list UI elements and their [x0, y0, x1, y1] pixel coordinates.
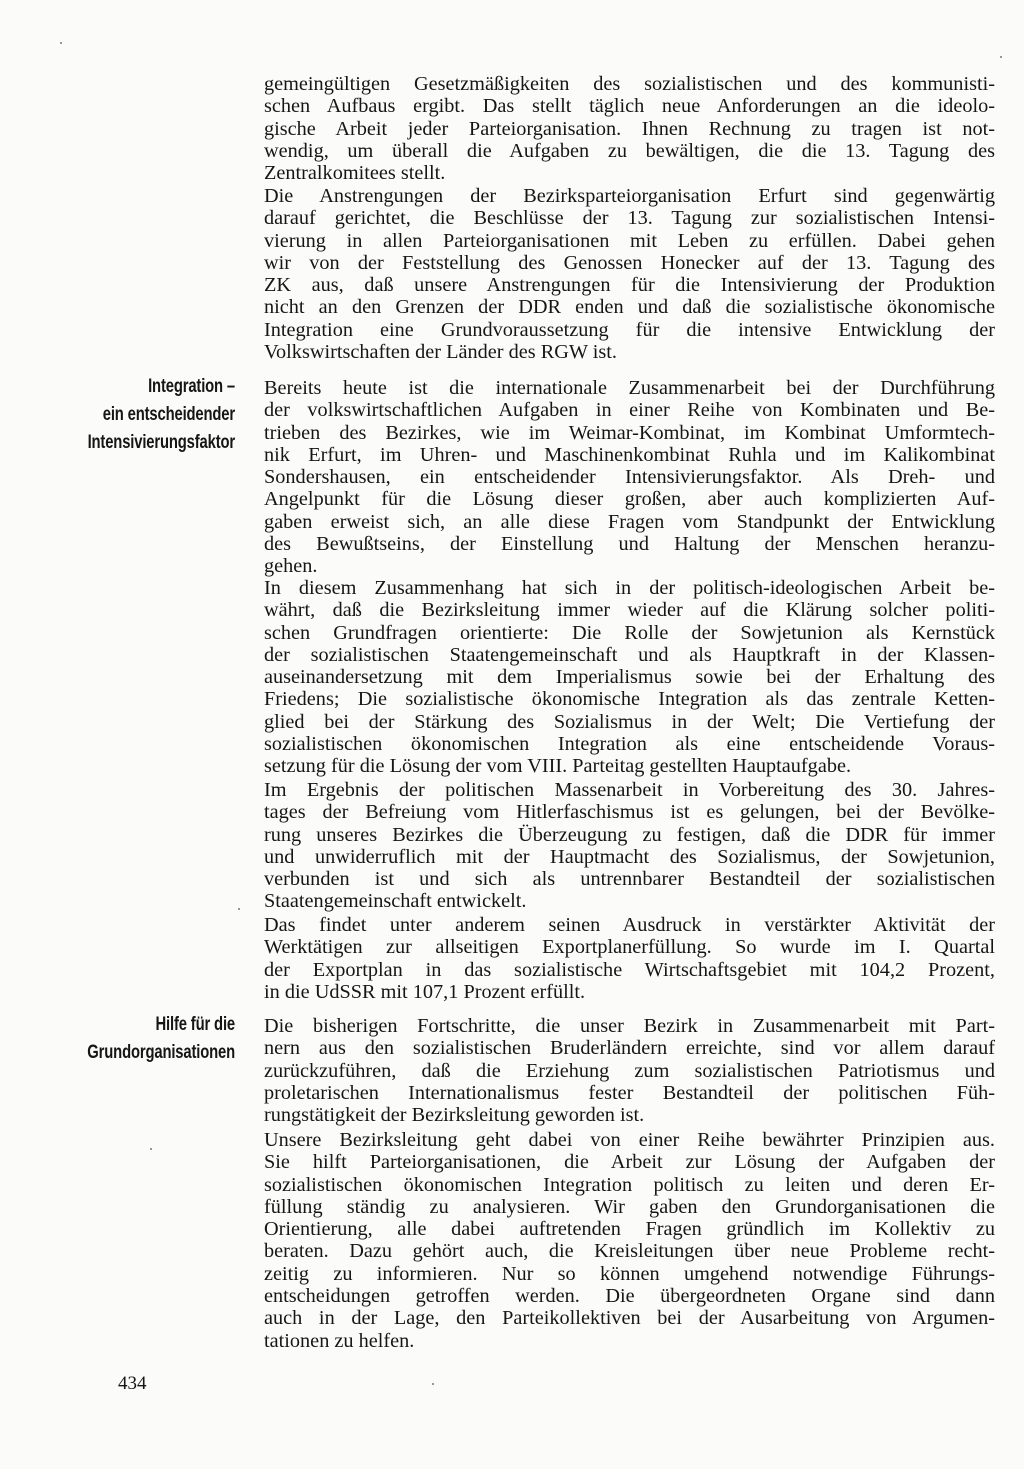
- page-number: 434: [118, 1373, 147, 1394]
- text-line: Bereits heute ist die internationale Zusammenarbeit bei der Durchführung: [264, 377, 995, 399]
- text-line: der Exportplan in das sozialistische Wirtschaftsgebiet mit 104,2 Prozent,: [264, 958, 995, 981]
- text-line: Volkswirtschaften der Länder des RGW ist.: [264, 341, 617, 364]
- text-line: der sozialistischen Staatengemeinschaft und als Hauptkraft in der Klassen-: [264, 643, 995, 666]
- text-line: zeitig zu informieren. Nur so können umgehend notwendige Führungs-: [264, 1262, 995, 1285]
- paragraph-6: [264, 914, 995, 1003]
- text-line: auch in der Lage, den Parteikollektiven bei der Ausarbeitung von Argumen-: [264, 1307, 995, 1330]
- text-line: auseinandersetzung mit dem Imperialismus sowie bei der Erhaltung des: [264, 666, 995, 689]
- text-line: trieben des Bezirkes, wie im Weimar-Kombinat, im Kombinat Umformtech-: [264, 421, 995, 444]
- scan-speck: [60, 42, 62, 44]
- text-line: Angelpunkt für die Lösung dieser großen, aber auch komplizierten Auf-: [264, 488, 995, 511]
- text-line: und unwiderruflich mit der Hauptmacht des Sozialismus, der Sowjetunion,: [264, 845, 995, 868]
- text-line: Sondershausen, ein entscheidender Intensivierungsfaktor. Als Dreh- und: [264, 466, 995, 489]
- paragraph-5: [264, 779, 995, 913]
- margin-heading-line: Hilfe für die: [155, 1014, 235, 1035]
- text-line: sozialistischen ökonomischen Integration als eine entscheidende Voraus-: [264, 733, 995, 756]
- text-line: währt, daß die Bezirksleitung immer wieder auf die Klärung solcher politi-: [264, 599, 995, 622]
- text-line: Unsere Bezirksleitung geht dabei von einer Reihe bewährter Prinzipien aus.: [264, 1129, 995, 1151]
- text-line: füllung ständig zu analysieren. Wir gaben den Grundorganisationen die: [264, 1195, 995, 1218]
- text-line: nik Erfurt, im Uhren- und Maschinenkombinat Ruhla und im Kalikombinat: [264, 443, 995, 466]
- text-line: entscheidungen getroffen werden. Die übergeordneten Organe sind dann: [264, 1285, 995, 1308]
- text-line: schen Grundfragen orientierte: Die Rolle der Sowjetunion als Kernstück: [264, 621, 995, 644]
- text-line: wendig, um überall die Aufgaben zu bewältigen, die die 13. Tagung des: [264, 139, 995, 162]
- text-line: Zentralkomitees stellt.: [264, 162, 446, 185]
- text-line: schen Aufbaus ergibt. Das stellt täglich neue Anforderungen an die ideolo-: [264, 95, 995, 118]
- margin-heading-line: Intensivierungsfaktor: [87, 432, 235, 453]
- text-line: Friedens; Die sozialistische ökonomische Integration als das zentrale Ketten-: [264, 688, 995, 711]
- text-line: Im Ergebnis der politischen Massenarbeit in Vorbereitung des 30. Jahres-: [264, 779, 995, 801]
- scan-speck: [1000, 56, 1002, 58]
- text-line: Das findet unter anderem seinen Ausdruck in verstärkter Aktivität der: [264, 914, 995, 936]
- text-line: tages der Befreiung vom Hitlerfaschismus ist es gelungen, bei der Bevölke-: [264, 801, 995, 824]
- text-line: Werktätigen zur allseitigen Exportplanerfüllung. So wurde im I. Quartal: [264, 936, 995, 959]
- text-line: ZK aus, daß unsere Anstrengungen für die Intensivierung der Produktion: [264, 274, 995, 297]
- text-line: darauf gerichtet, die Beschlüsse der 13. Tagung zur sozialistischen Intensi-: [264, 207, 995, 230]
- text-line: wir von der Feststellung des Genossen Honecker auf der 13. Tagung des: [264, 251, 995, 274]
- margin-heading-line: Integration –: [148, 376, 235, 397]
- text-line: Sie hilft Parteiorganisationen, die Arbeit zur Lösung der Aufgaben der: [264, 1151, 995, 1174]
- paragraph-1: [264, 73, 995, 184]
- margin-heading-integration: [63, 373, 235, 457]
- scan-speck: [432, 1383, 434, 1385]
- text-line: rung unseres Bezirkes die Überzeugung zu festigen, daß die DDR für immer: [264, 823, 995, 846]
- margin-heading-line: Grundorganisationen: [87, 1042, 235, 1063]
- text-line: rungstätigkeit der Bezirksleitung geworden ist.: [264, 1104, 645, 1127]
- text-line: vierung in allen Parteiorganisationen mit Leben zu erfüllen. Dabei gehen: [264, 229, 995, 252]
- text-line: nicht an den Grenzen der DDR enden und daß die sozialistische ökonomische: [264, 296, 995, 319]
- text-line: tationen zu helfen.: [264, 1329, 415, 1352]
- text-line: sozialistischen ökonomischen Integration politisch zu leiten und deren Er-: [264, 1173, 995, 1196]
- margin-heading-hilfe: [63, 1011, 235, 1067]
- text-line: gische Arbeit jeder Parteiorganisation. Ihnen Rechnung zu tragen ist not-: [264, 117, 995, 140]
- text-line: gehen.: [264, 555, 318, 578]
- text-line: setzung für die Lösung der vom VIII. Parteitag gestellten Hauptaufgabe.: [264, 755, 852, 778]
- text-line: beraten. Dazu gehört auch, die Kreisleitungen über neue Probleme recht-: [264, 1240, 995, 1263]
- text-line: glied bei der Stärkung des Sozialismus in der Welt; Die Vertiefung der: [264, 710, 995, 733]
- paragraph-3: [264, 377, 995, 578]
- scan-speck: [238, 908, 240, 910]
- text-line: des Bewußtseins, der Einstellung und Haltung der Menschen heranzu-: [264, 533, 995, 556]
- text-line: proletarischen Internationalismus fester Bestandteil der politischen Füh-: [264, 1081, 995, 1104]
- scan-speck: [150, 1148, 152, 1150]
- paragraph-2: [264, 185, 995, 363]
- text-line: gemeingültigen Gesetzmäßigkeiten des sozialistischen und des kommunisti-: [264, 73, 995, 95]
- text-line: In diesem Zusammenhang hat sich in der politisch-ideologischen Arbeit be-: [264, 577, 995, 599]
- text-line: der volkswirtschaftlichen Aufgaben in einer Reihe von Kombinaten und Be-: [264, 399, 995, 422]
- text-line: zurückzuführen, daß die Erziehung zum sozialistischen Patriotismus und: [264, 1059, 995, 1082]
- text-line: Orientierung, alle dabei auftretenden Fragen gründlich im Kollektiv zu: [264, 1218, 995, 1241]
- text-line: gaben erweist sich, an alle diese Fragen vom Standpunkt der Entwicklung: [264, 510, 995, 533]
- paragraph-7: [264, 1015, 995, 1126]
- text-line: verbunden ist und sich als untrennbarer Bestandteil der sozialistischen: [264, 868, 995, 891]
- paragraph-8: [264, 1129, 995, 1352]
- text-line: nern aus den sozialistischen Bruderländern erreichte, sind vor allem darauf: [264, 1037, 995, 1060]
- text-line: Die Anstrengungen der Bezirksparteiorganisation Erfurt sind gegenwärtig: [264, 185, 995, 207]
- paragraph-4: [264, 577, 995, 778]
- text-line: Integration eine Grundvoraussetzung für die intensive Entwicklung der: [264, 318, 995, 341]
- text-line: in die UdSSR mit 107,1 Prozent erfüllt.: [264, 980, 586, 1003]
- text-line: Staatengemeinschaft entwickelt.: [264, 890, 527, 913]
- margin-heading-line: ein entscheidender: [102, 404, 235, 425]
- text-line: Die bisherigen Fortschritte, die unser Bezirk in Zusammenarbeit mit Part-: [264, 1015, 995, 1037]
